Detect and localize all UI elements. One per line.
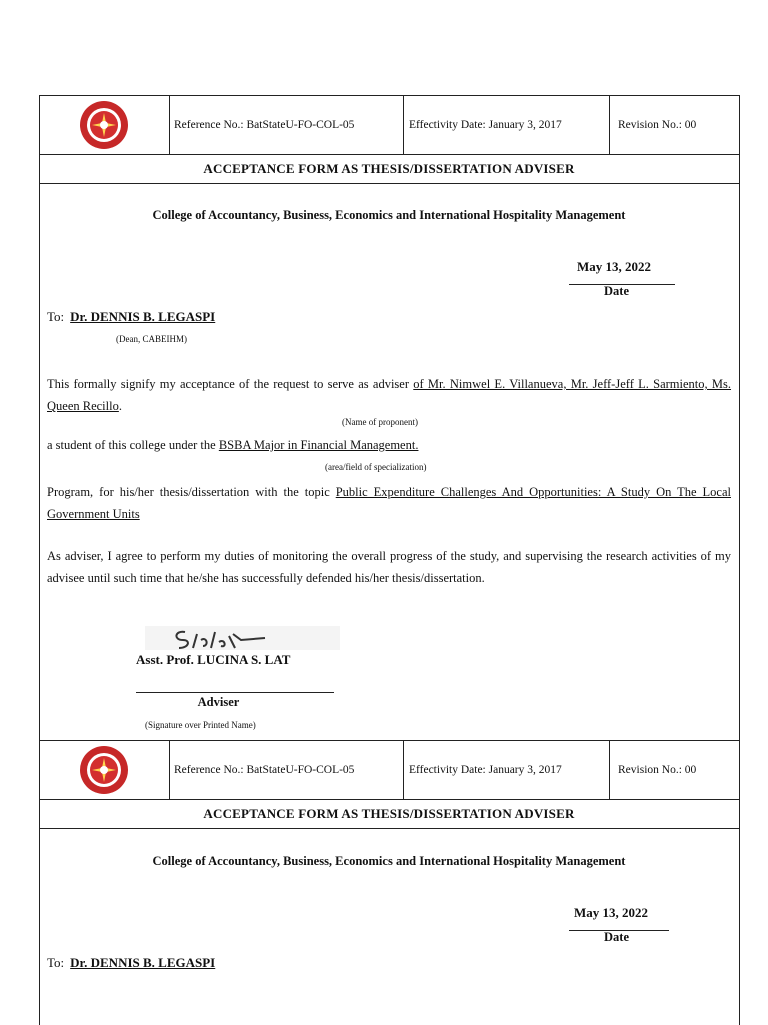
area-caption: (area/field of specialization): [325, 462, 427, 472]
college-name: College of Accountancy, Business, Economics and International Hospitality Management: [152, 208, 626, 222]
acceptance-text: This formally signify my acceptance of the request to serve as adviser: [47, 377, 409, 391]
effectivity-date-2: Effectivity Date: January 3, 2017: [409, 764, 562, 776]
date-label-2: Date: [604, 930, 629, 944]
topic-lead: Program, for his/her thesis/dissertation with the topic: [47, 485, 330, 499]
topic-title: Public Expenditure Challenges And Opportunities: A Study On The Local Government Units: [47, 485, 731, 521]
signer-name: Asst. Prof. LUCINA S. LAT: [136, 652, 291, 667]
to-row: [47, 309, 215, 325]
to-position: (Dean, CABEIHM): [116, 334, 187, 344]
form-title: ACCEPTANCE FORM AS THESIS/DISSERTATION ADVISER: [39, 155, 739, 184]
proponent-names: of Mr. Nimwel E. Villanueva, Mr. Jeff-Jeff L. Sarmiento, Ms. Queen Recillo: [47, 377, 732, 413]
university-logo: [39, 96, 169, 154]
to-name: Dr. DENNIS B. LEGASPI: [70, 309, 216, 324]
date-value: May 13, 2022: [577, 259, 652, 274]
to-label-2: To:: [47, 955, 65, 970]
college-name-2: College of Accountancy, Business, Economics and International Hospitality Management: [152, 854, 626, 868]
to-label: To:: [47, 309, 65, 324]
signature-line: [136, 692, 334, 693]
paragraph-topic: [47, 481, 731, 525]
revision-number: Revision No.: 00: [618, 119, 697, 131]
signature-caption: (Signature over Printed Name): [145, 720, 256, 730]
paragraph-duties: As adviser, I agree to perform my duties of monitoring the overall progress of the study, and supervising the research activities of my advisee until such time that he/she has successfully defended his/her thesis/dissertation.: [47, 549, 731, 585]
revision-number-2: Revision No.: 00: [618, 764, 697, 776]
signature-image: [145, 622, 340, 652]
to-name-2: Dr. DENNIS B. LEGASPI: [70, 955, 216, 970]
form-title-2: ACCEPTANCE FORM AS THESIS/DISSERTATION ADVISER: [39, 800, 739, 829]
date-label: Date: [604, 284, 629, 298]
to-row-2: [47, 955, 215, 971]
program-lead: a student of this college under the: [47, 438, 216, 452]
form-header-table: [39, 95, 739, 155]
paragraph-program: [47, 434, 731, 456]
adviser-label: Adviser: [197, 695, 240, 709]
proponent-caption: (Name of proponent): [342, 417, 418, 427]
effectivity-date: Effectivity Date: January 3, 2017: [409, 119, 562, 131]
program-name: BSBA Major in Financial Management.: [218, 438, 419, 452]
form-header-table-2: [39, 740, 739, 800]
date-value-2: May 13, 2022: [574, 905, 649, 920]
reference-number-2: Reference No.: BatStateU-FO-COL-05: [174, 764, 355, 776]
reference-number: Reference No.: BatStateU-FO-COL-05: [174, 119, 355, 131]
university-logo-2: [39, 741, 169, 799]
period: .: [118, 399, 122, 413]
paragraph-acceptance: [47, 373, 731, 417]
